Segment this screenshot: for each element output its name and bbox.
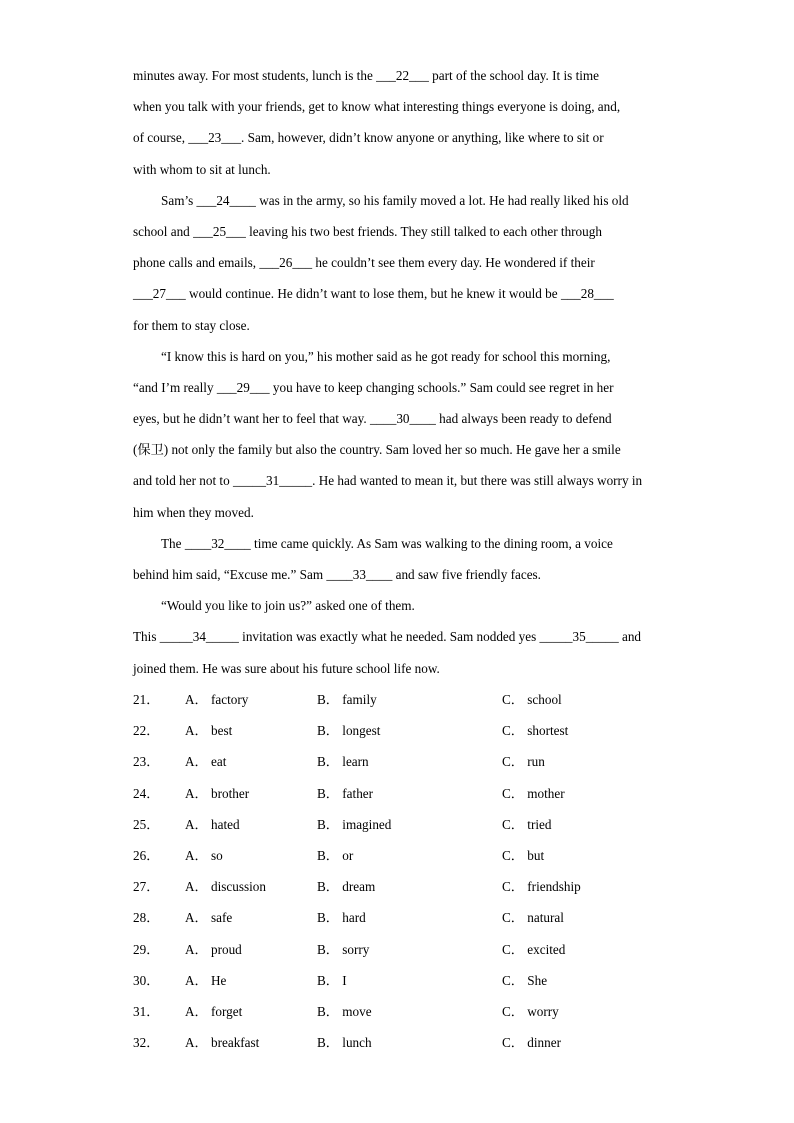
blank-31: _____31_____ — [233, 473, 313, 489]
question-number: 24． — [133, 785, 160, 801]
passage-text: “and I’m really — [133, 379, 217, 395]
option-c[interactable]: C． She — [502, 972, 548, 988]
passage-text: behind him said, “Excuse me.” Sam — [133, 567, 327, 582]
question-number: 29． — [133, 941, 160, 957]
option-a[interactable]: A． proud — [185, 941, 242, 957]
passage-text: minutes away. For most students, lunch is the — [133, 68, 377, 83]
blank-28: ___28___ — [560, 286, 614, 302]
passage-text: “I know this is hard on you,” his mother said as he got ready for school this morning, — [161, 348, 611, 364]
passage-text: time came quickly. As Sam was walking to the dining room, a voice — [250, 535, 613, 551]
option-b[interactable]: B． father — [317, 785, 374, 801]
passage-text: had always been ready to defend — [435, 411, 612, 427]
passage-line — [133, 465, 663, 496]
question-number: 25． — [133, 816, 160, 832]
question-number: 22． — [133, 723, 160, 739]
blank-34: _____34_____ — [159, 629, 239, 645]
blank-22: ___22___ — [376, 68, 429, 83]
passage-line — [133, 154, 663, 185]
option-c[interactable]: C． shortest — [502, 723, 569, 739]
blank-27: ___27___ — [133, 286, 186, 302]
option-b[interactable]: B． move — [317, 1003, 372, 1019]
option-a[interactable]: A． hated — [185, 816, 240, 832]
blank-24: ___24____ — [196, 192, 256, 208]
question-number: 31． — [133, 1003, 160, 1019]
option-c[interactable]: C． run — [502, 754, 545, 770]
blank-30: ____30____ — [369, 411, 436, 427]
reading-passage — [133, 60, 663, 684]
passage-line — [133, 341, 663, 372]
passage-line — [133, 185, 663, 216]
passage-text: invitation was exactly what he needed. Sam nodded yes — [238, 629, 540, 645]
passage-text: (保卫) not only the family but also the country. Sam loved her so much. He gave her a smile — [133, 442, 621, 458]
passage-text: of course, — [133, 130, 189, 146]
passage-line — [133, 434, 663, 465]
question-row — [133, 902, 673, 933]
option-b[interactable]: B． dream — [317, 879, 376, 895]
question-number: 30． — [133, 972, 160, 988]
passage-text: eyes, but he didn’t want her to feel that way. — [133, 411, 370, 427]
question-row — [133, 809, 673, 840]
passage-text: . He had wanted to mean it, but there was still always worry in — [312, 473, 643, 489]
option-b[interactable]: B． family — [317, 692, 377, 707]
passage-text: . Sam, however, didn’t know anyone or anything, like where to sit or — [241, 130, 604, 146]
blank-29: ___29___ — [216, 379, 270, 395]
question-number: 26． — [133, 847, 160, 863]
passage-text: when you talk with your friends, get to know what interesting things everyone is doing, and, — [133, 99, 621, 115]
passage-text: and saw five friendly faces. — [392, 567, 541, 582]
option-a[interactable]: A． forget — [185, 1003, 243, 1019]
passage-line — [133, 403, 663, 434]
blank-33: ____33____ — [326, 567, 393, 582]
question-number: 21． — [133, 692, 160, 707]
passage-line — [133, 559, 663, 590]
option-b[interactable]: B． sorry — [317, 941, 370, 957]
option-a[interactable]: A． safe — [185, 910, 233, 926]
passage-line — [133, 528, 663, 559]
option-a[interactable]: A． discussion — [185, 879, 266, 895]
option-c[interactable]: C． tried — [502, 816, 552, 832]
passage-text: you have to keep changing schools.” Sam could see regret in her — [269, 379, 614, 395]
passage-line — [133, 216, 663, 247]
question-number: 32． — [133, 1035, 160, 1051]
passage-text: leaving his two best friends. They still talked to each other through — [245, 223, 602, 239]
question-row — [133, 840, 673, 871]
option-c[interactable]: C． but — [502, 847, 545, 863]
option-a[interactable]: A． He — [185, 972, 227, 988]
option-c[interactable]: C． natural — [502, 910, 564, 926]
passage-text: for them to stay close. — [133, 317, 250, 333]
passage-text: and — [618, 629, 642, 645]
passage-line — [133, 621, 663, 652]
option-a[interactable]: A． best — [185, 723, 233, 739]
blank-25: ___25___ — [193, 223, 246, 239]
passage-line — [133, 653, 663, 684]
passage-text: with whom to sit at lunch. — [133, 161, 271, 177]
passage-text: part of the school day. It is time — [428, 68, 600, 83]
option-c[interactable]: C． worry — [502, 1003, 559, 1019]
passage-line — [133, 278, 663, 309]
passage-line — [133, 91, 663, 122]
blank-23: ___23___ — [188, 130, 242, 146]
option-b[interactable]: B． lunch — [317, 1035, 372, 1051]
option-b[interactable]: B． or — [317, 847, 354, 863]
blank-32: ____32____ — [184, 535, 251, 551]
passage-line — [133, 122, 663, 153]
passage-text: This — [133, 629, 160, 645]
passage-text: school and — [133, 223, 194, 239]
question-row — [133, 746, 673, 777]
option-c[interactable]: C． mother — [502, 785, 565, 801]
option-b[interactable]: B． hard — [317, 910, 366, 926]
passage-text: The — [161, 535, 185, 551]
question-number: 23． — [133, 754, 160, 770]
option-b[interactable]: B． imagined — [317, 816, 392, 832]
passage-line — [133, 60, 663, 91]
option-c[interactable]: C． excited — [502, 941, 566, 957]
answer-options — [133, 684, 673, 1058]
option-c[interactable]: C． school — [502, 692, 562, 707]
question-row — [133, 778, 673, 809]
question-row — [133, 1027, 673, 1058]
option-c[interactable]: C． friendship — [502, 879, 581, 895]
passage-line — [133, 372, 663, 403]
passage-line — [133, 310, 663, 341]
passage-line — [133, 590, 663, 621]
question-row — [133, 715, 673, 746]
passage-text: and told her not to — [133, 473, 233, 489]
option-a[interactable]: A． eat — [185, 754, 227, 770]
option-a[interactable]: A． breakfast — [185, 1035, 260, 1051]
passage-text: Sam’s — [161, 192, 197, 208]
question-row — [133, 684, 673, 715]
question-number: 28． — [133, 910, 160, 926]
blank-35: _____35_____ — [539, 629, 619, 645]
question-number: 27． — [133, 879, 160, 895]
passage-text: “Would you like to join us?” asked one of them. — [161, 598, 415, 614]
option-b[interactable]: B． I — [317, 972, 347, 988]
question-row — [133, 996, 673, 1027]
passage-text: he couldn’t see them every day. He wondered if their — [312, 255, 595, 271]
blank-26: ___26___ — [259, 255, 313, 271]
passage-text: would continue. He didn’t want to lose them, but he knew it would be — [185, 286, 561, 302]
option-a[interactable]: A． brother — [185, 785, 250, 801]
option-b[interactable]: B． longest — [317, 723, 381, 739]
passage-text: him when they moved. — [133, 504, 254, 520]
question-row — [133, 934, 673, 965]
question-row — [133, 965, 673, 996]
option-c[interactable]: C． dinner — [502, 1035, 561, 1051]
option-b[interactable]: B． learn — [317, 754, 369, 770]
passage-line — [133, 497, 663, 528]
option-a[interactable]: A． so — [185, 847, 223, 863]
question-row — [133, 871, 673, 902]
passage-text: was in the army, so his family moved a lot. He had really liked his old — [255, 192, 629, 208]
passage-text: phone calls and emails, — [133, 255, 260, 271]
option-a[interactable]: A． factory — [185, 692, 249, 707]
passage-text: joined them. He was sure about his future school life now. — [133, 660, 440, 676]
passage-line — [133, 247, 663, 278]
